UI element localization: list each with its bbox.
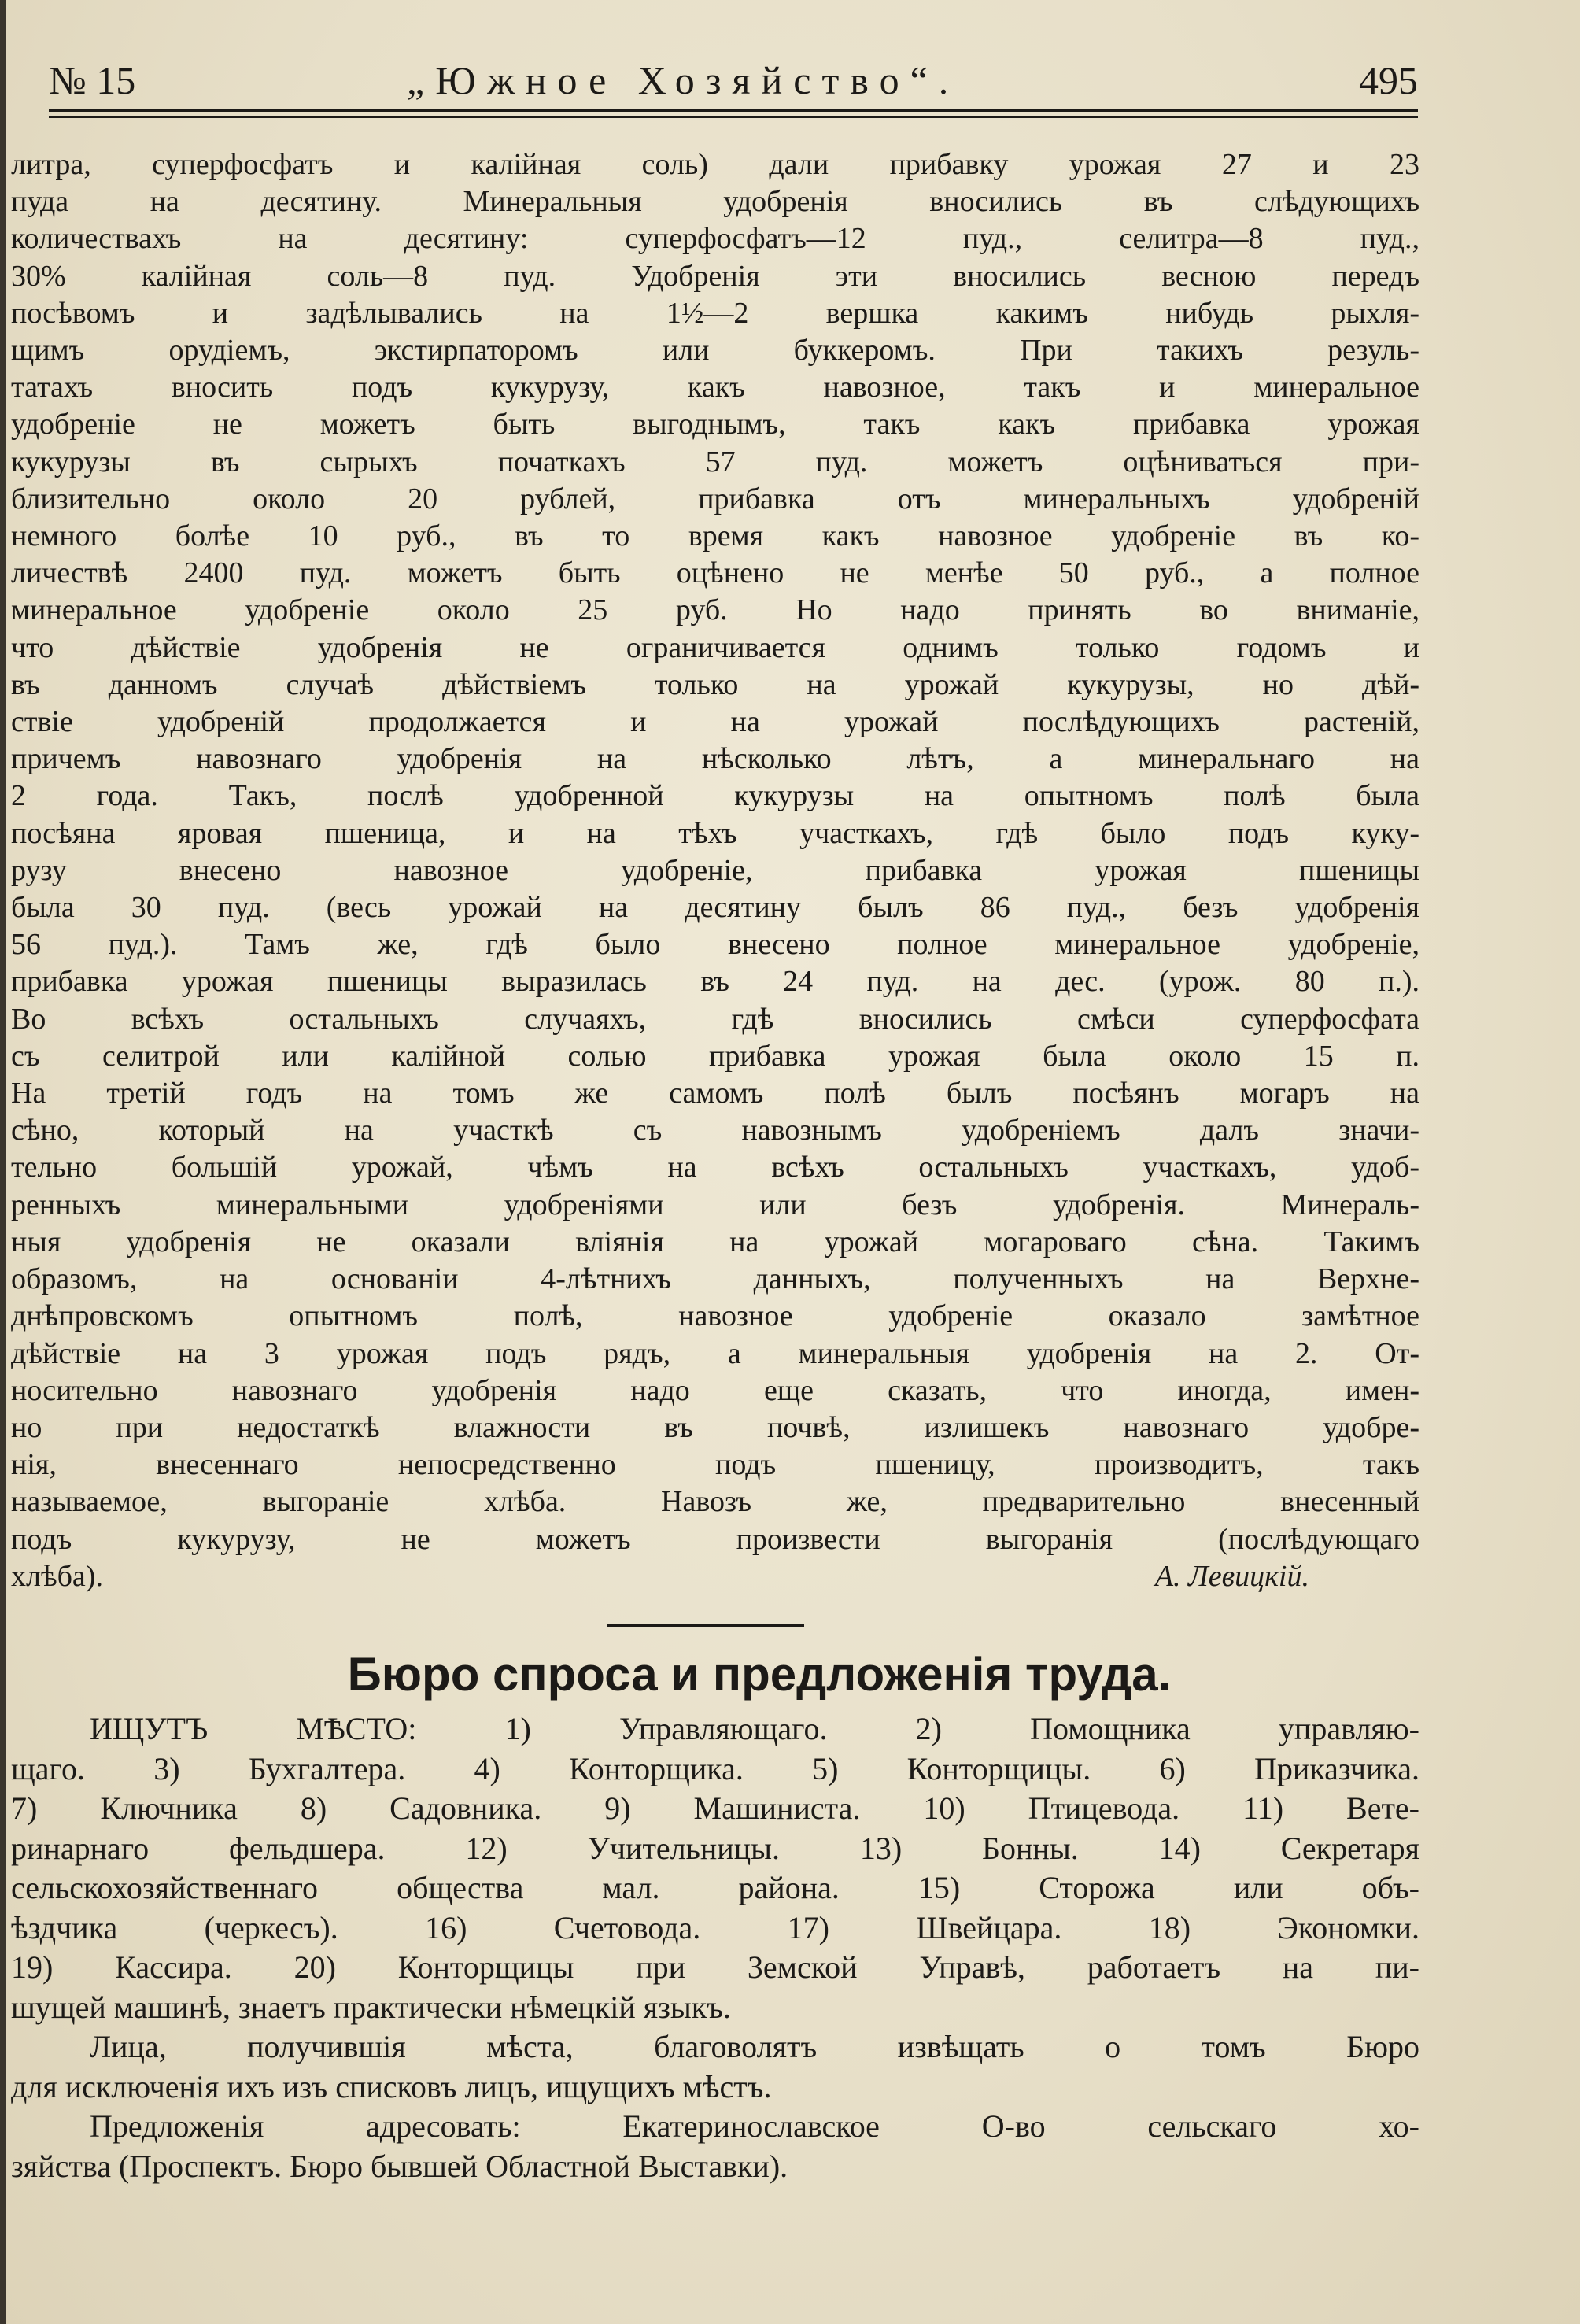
notice-line: ИЩУТЪ МѢСТО: 1) Управляющаго. 2) Помощника управляю- [90,1711,1419,1746]
article-line: называемое, выгораніе хлѣба. Навозъ же, предварительно внесенный [11,1485,1419,1519]
bureau-notice [11,1709,1419,2186]
header-rule-thin [49,116,1418,118]
article-line: На третій годъ на томъ же самомъ полѣ былъ посѣянъ могаръ на [11,1077,1419,1110]
article-line: 2 года. Такъ, послѣ удобренной кукурузы на опытномъ полѣ была [11,779,1419,813]
article-line: прибавка урожая пшеницы выразилась въ 24 пуд. на дес. (урож. 80 п.). [11,965,1419,999]
article-line: личествѣ 2400 пуд. можетъ быть оцѣнено не менѣе 50 руб., а полное [11,556,1419,590]
article-line: количествахъ на десятину: суперфосфатъ—12 пуд., селитра—8 пуд., [11,222,1419,256]
notice-line: ринарнаго фельдшера. 12) Учительницы. 13) Бонны. 14) Секретаря [11,1830,1419,1866]
article-line: литра, суперфосфатъ и калійная соль) дали прибавку урожая 27 и 23 [11,148,1419,181]
article-line: минеральное удобреніе около 25 руб. Но надо принять во вниманіе, [11,593,1419,627]
article-line: кукурузы въ сырыхъ початкахъ 57 пуд. можетъ оцѣниваться при- [11,445,1419,478]
article-line: днѣпровскомъ опытномъ полѣ, навозное удобреніе оказало замѣтное [11,1299,1419,1333]
article-line: тельно большій урожай, чѣмъ на всѣхъ остальныхъ участкахъ, удоб- [11,1151,1419,1184]
article-line: 56 пуд.). Тамъ же, гдѣ было внесено полное минеральное удобреніе, [11,928,1419,962]
notice-line: щаго. 3) Бухгалтера. 4) Конторщика. 5) Конторщицы. 6) Приказчика. [11,1750,1419,1786]
article-line: подъ кукурузу, не можетъ произвести выгоранія (послѣдующаго [11,1522,1419,1556]
notice-line: зяйства (Проспектъ. Бюро бывшей Областной Выставки). [11,2148,788,2184]
page-number: 495 [1359,58,1418,102]
article-line: образомъ, на основаніи 4-лѣтнихъ данныхъ, полученныхъ на Верхне- [11,1262,1419,1296]
section-separator [607,1624,804,1627]
journal-title: „Южное Хозяйство“. [407,58,960,102]
article-line: носительно навознаго удобренія надо еще сказать, что иногда, имен- [11,1373,1419,1407]
notice-line: ѣздчика (черкесъ). 16) Счетовода. 17) Швейцара. 18) Экономки. [11,1909,1419,1945]
article-last-line [11,1558,1419,1595]
article-line: щимъ орудіемъ, экстирпаторомъ или буккеромъ. При такихъ резуль- [11,334,1419,368]
article-line: посѣвомъ и задѣлывались на 1½—2 вершка какимъ нибудь рыхля- [11,296,1419,330]
header-rule-thick [49,109,1418,112]
article-line: близительно около 20 рублей, прибавка отъ минеральныхъ удобреній [11,482,1419,515]
article-final-text: хлѣба). [11,1559,103,1593]
article-line: съ селитрой или калійной солью прибавка урожая была около 15 п. [11,1039,1419,1073]
article-line: ренныхъ минеральными удобреніями или безъ удобренія. Минераль- [11,1188,1419,1221]
article-line: нія, внесеннаго непосредственно подъ пшеницу, производитъ, такъ [11,1448,1419,1482]
article-line: удобреніе не можетъ быть выгоднымъ, такъ какъ прибавка урожая [11,408,1419,442]
section-title: Бюро спроса и предложенія труда. [347,1648,1172,1701]
article-line: была 30 пуд. (весь урожай на десятину былъ 86 пуд., безъ удобренія [11,891,1419,925]
article-line: но при недостаткѣ влажности въ почвѣ, излишекъ навознаго удобре- [11,1410,1419,1444]
article-line: 30% калійная соль—8 пуд. Удобренія эти вносились весною передъ [11,259,1419,293]
notice-line: Лица, получившія мѣста, благоволятъ извѣщать о томъ Бюро [90,2029,1419,2064]
article-body [11,146,1419,1595]
article-line: немного болѣе 10 руб., въ то время какъ навозное удобреніе въ ко- [11,519,1419,553]
article-line: сѣно, который на участкѣ съ навознымъ удобреніемъ далъ значи- [11,1114,1419,1147]
author-signature: А. Левицкій. [1154,1559,1309,1593]
notice-line: 7) Ключника 8) Садовника. 9) Машиниста. 10) Птицевода. 11) Вете- [11,1790,1419,1826]
article-line: ствіе удобреній продолжается и на урожай послѣдующихъ растеній, [11,705,1419,739]
article-line: что дѣйствіе удобренія не ограничивается однимъ только годомъ и [11,630,1419,664]
notice-line: шущей машинѣ, знаетъ практически нѣмецкій языкъ. [11,1989,731,2025]
notice-line: сельскохозяйственнаго общества мал. района. 15) Сторожа или объ- [11,1870,1419,1905]
article-line: посѣяна яровая пшеница, и на тѣхъ участкахъ, гдѣ было подъ куку- [11,816,1419,850]
article-line: рузу внесено навозное удобреніе, прибавка урожая пшеницы [11,853,1419,887]
notice-line: 19) Кассира. 20) Конторщицы при Земской Управѣ, работаетъ на пи- [11,1949,1419,1985]
binding-edge [0,0,6,2324]
issue-number: № 15 [49,58,136,102]
article-line: въ данномъ случаѣ дѣйствіемъ только на урожай кукурузы, но дѣй- [11,667,1419,701]
notice-line: Предложенія адресовать: Екатеринославское О-во сельскаго хо- [90,2108,1419,2144]
article-line: пуда на десятину. Минеральныя удобренія вносились въ слѣдующихъ [11,185,1419,219]
article-line: причемъ навознаго удобренія на нѣсколько лѣтъ, а минеральнаго на [11,742,1419,776]
article-line: Во всѣхъ остальныхъ случаяхъ, гдѣ вносились смѣси суперфосфата [11,1002,1419,1036]
page-header [49,55,1418,105]
article-line: дѣйствіе на 3 урожая подъ рядъ, а минеральныя удобренія на 2. От- [11,1336,1419,1370]
notice-line: для исключенія ихъ изъ списковъ лицъ, ищущихъ мѣстъ. [11,2068,772,2104]
article-line: татахъ вносить подъ кукурузу, какъ навозное, такъ и минеральное [11,371,1419,405]
article-line: ныя удобренія не оказали вліянія на урожай могароваго сѣна. Такимъ [11,1225,1419,1258]
